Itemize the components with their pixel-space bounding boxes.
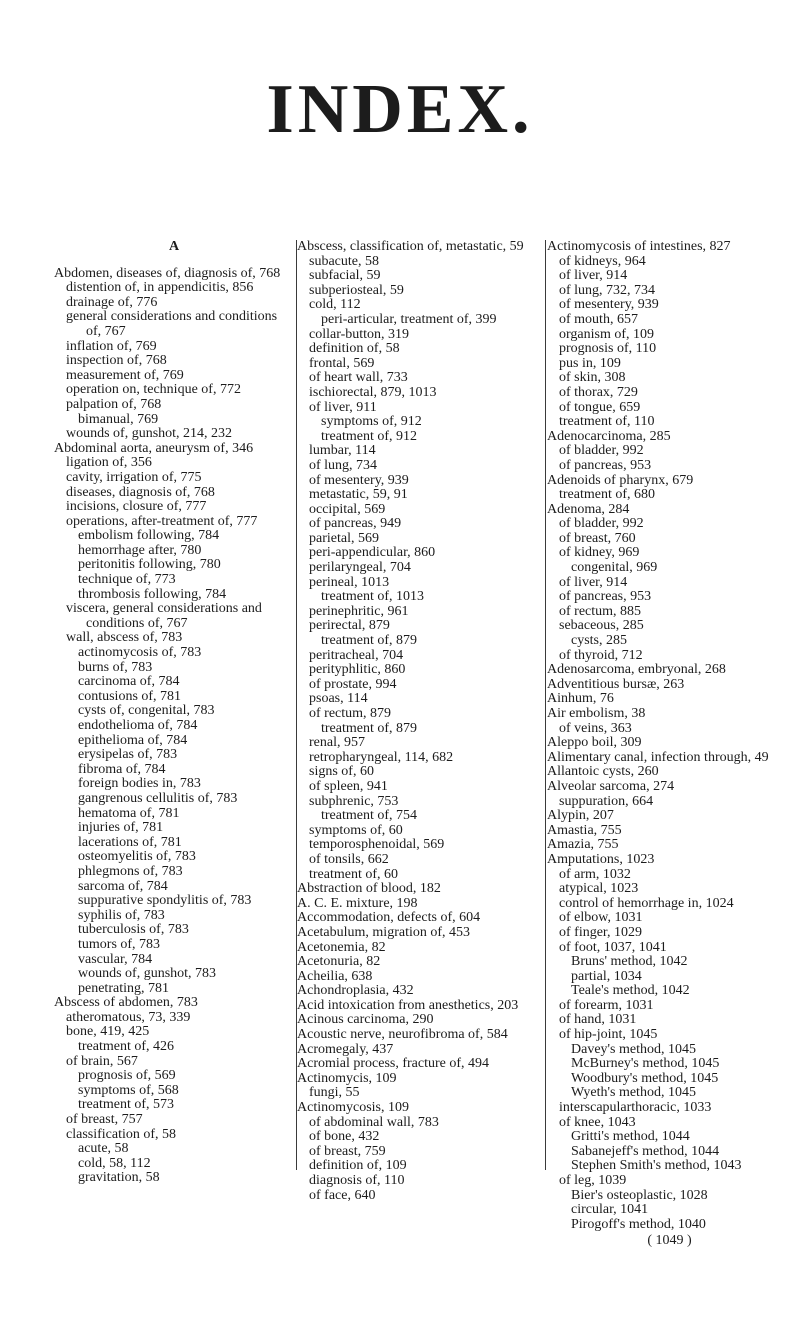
index-entry: of breast, 759: [309, 1143, 386, 1159]
index-entry: Gritti's method, 1044: [571, 1129, 690, 1145]
index-entry: of veins, 363: [559, 720, 632, 736]
index-entry: Amputations, 1023: [547, 851, 655, 867]
index-entry: of mesentery, 939: [559, 297, 659, 313]
index-entry: of pancreas, 953: [559, 589, 652, 605]
index-entry: of tongue, 659: [559, 399, 641, 415]
index-entry: Acetabulum, migration of, 453: [297, 924, 471, 940]
index-entry: treatment of, 1013: [321, 589, 425, 605]
index-entry: of kidney, 969: [559, 545, 640, 561]
index-entry: psoas, 114: [309, 691, 368, 707]
index-entry: Actinomycosis of intestines, 827: [547, 239, 731, 254]
index-entry: hematoma of, 781: [78, 805, 180, 821]
index-entry: Bruns' method, 1042: [571, 954, 688, 970]
index-entry: of bladder, 992: [559, 443, 644, 459]
index-entry: fibroma of, 784: [78, 761, 166, 777]
index-entry: of forearm, 1031: [559, 997, 654, 1013]
index-entry: of mouth, 657: [559, 311, 638, 327]
index-entry: measurement of, 769: [66, 367, 184, 383]
index-entry: McBurney's method, 1045: [571, 1056, 720, 1072]
index-entry: ligation of, 356: [66, 455, 152, 471]
index-entry: of bone, 432: [309, 1129, 380, 1145]
index-column-3: [547, 240, 792, 1249]
index-entry: technique of, 773: [78, 572, 176, 588]
index-entry: peritracheal, 704: [309, 647, 404, 663]
index-entry: perinephritic, 961: [309, 603, 409, 619]
index-entry: Pirogoff's method, 1040: [571, 1216, 706, 1232]
index-entry: of face, 640: [309, 1187, 376, 1203]
index-entry: Abstraction of blood, 182: [297, 881, 441, 897]
index-entry: penetrating, 781: [78, 980, 169, 996]
index-entry: diseases, diagnosis of, 768: [66, 484, 215, 500]
index-entry: Alimentary canal, infection through, 49: [547, 749, 769, 765]
index-entry: Abdomen, diseases of, diagnosis of, 768: [54, 265, 281, 281]
index-entry: of abdominal wall, 783: [309, 1114, 439, 1130]
index-entry: cavity, irrigation of, 775: [66, 469, 202, 485]
index-entry: inspection of, 768: [66, 353, 167, 369]
index-entry: treatment of, 110: [559, 414, 655, 430]
index-entry: hemorrhage after, 780: [78, 542, 202, 558]
index-entry: Acheilia, 638: [297, 968, 373, 984]
section-letter: A: [168, 239, 180, 254]
index-entry: sarcoma of, 784: [78, 878, 168, 894]
index-entry: symptoms of, 912: [321, 414, 422, 430]
index-entry: Acromial process, fracture of, 494: [297, 1056, 490, 1072]
index-entry: Teale's method, 1042: [571, 983, 690, 999]
index-entry: collar-button, 319: [309, 326, 410, 342]
index-entry: treatment of, 573: [78, 1097, 175, 1113]
index-entry: metastatic, 59, 91: [309, 487, 408, 503]
index-entry: of leg, 1039: [559, 1173, 627, 1188]
index-entry: operations, after-treatment of, 777: [66, 513, 258, 529]
index-column-2: [297, 240, 543, 1203]
index-entry: Adenoids of pharynx, 679: [547, 472, 694, 488]
index-entry: occipital, 569: [309, 501, 386, 517]
index-entry: of liver, 911: [309, 399, 377, 415]
index-entry: symptoms of, 568: [78, 1082, 179, 1098]
index-entry: general considerations and conditions of, 767: [66, 309, 278, 339]
index-entry: Abdominal aorta, aneurysm of, 346: [54, 440, 254, 456]
index-entry: Amastia, 755: [547, 822, 622, 838]
index-entry: Acromegaly, 437: [297, 1041, 394, 1057]
column-divider: [545, 240, 546, 1170]
index-entry: Aleppo boil, 309: [547, 735, 642, 751]
index-entry: of pancreas, 949: [309, 516, 402, 532]
index-entry: Accommodation, defects of, 604: [297, 910, 481, 926]
index-entry: diagnosis of, 110: [309, 1173, 405, 1188]
index-entry: ischiorectal, 879, 1013: [309, 384, 437, 400]
index-entry: wounds of, gunshot, 214, 232: [66, 426, 233, 442]
index-entry: incisions, closure of, 777: [66, 499, 207, 515]
index-entry: of foot, 1037, 1041: [559, 939, 667, 955]
index-entry: treatment of, 879: [321, 720, 418, 736]
index-entry: of thyroid, 712: [559, 647, 643, 663]
index-entry: definition of, 109: [309, 1158, 407, 1174]
index-entry: Ainhum, 76: [547, 691, 614, 707]
index-entry: symptoms of, 60: [309, 822, 403, 838]
index-entry: Adenosarcoma, embryonal, 268: [547, 662, 726, 678]
index-entry: burns of, 783: [78, 659, 153, 675]
index-entry: prognosis of, 569: [78, 1068, 176, 1084]
index-entry: atypical, 1023: [559, 881, 639, 897]
index-entry: Davey's method, 1045: [571, 1041, 697, 1057]
index-entry: vascular, 784: [78, 951, 153, 967]
index-entry: bimanual, 769: [78, 411, 159, 427]
index-entry: subperiosteal, 59: [309, 282, 404, 298]
index-entry: treatment of, 879: [321, 633, 418, 649]
index-entry: Acid intoxication from anesthetics, 203: [297, 997, 519, 1013]
index-entry: Woodbury's method, 1045: [571, 1070, 719, 1086]
index-entry: endothelioma of, 784: [78, 718, 198, 733]
index-entry: peritonitis following, 780: [78, 557, 221, 573]
index-entry: of hand, 1031: [559, 1012, 637, 1028]
index-entry: of hip-joint, 1045: [559, 1027, 658, 1043]
page-title: INDEX.: [266, 71, 534, 148]
index-entry: tumors of, 783: [78, 936, 161, 952]
index-entry: temporosphenoidal, 569: [309, 837, 445, 853]
index-entry: Wyeth's method, 1045: [571, 1085, 696, 1101]
index-entry: of rectum, 885: [559, 603, 642, 619]
index-entry: perirectal, 879: [309, 618, 390, 634]
page-number: ( 1049 ): [647, 1233, 692, 1249]
index-entry: lumbar, 114: [309, 443, 376, 459]
index-entry: signs of, 60: [309, 764, 374, 780]
index-entry: treatment of, 426: [78, 1039, 175, 1055]
index-entry: of liver, 914: [559, 574, 628, 590]
index-entry: viscera, general considerations and conditions of, 767: [66, 601, 262, 631]
index-entry: of arm, 1032: [559, 866, 631, 882]
index-entry: palpation of, 768: [66, 396, 162, 412]
index-entry: Abscess, classification of, metastatic, 59: [297, 239, 524, 254]
index-entry: gravitation, 58: [78, 1170, 160, 1186]
index-entry: of rectum, 879: [309, 706, 392, 721]
index-entry: renal, 957: [309, 735, 365, 751]
index-entry: perineal, 1013: [309, 574, 390, 590]
index-entry: treatment of, 60: [309, 866, 399, 882]
index-entry: Abscess of abdomen, 783: [54, 995, 198, 1011]
index-entry: Achondroplasia, 432: [297, 983, 414, 999]
index-entry: treatment of, 754: [321, 808, 418, 824]
index-entry: fungi, 55: [309, 1085, 360, 1101]
index-entry: lacerations of, 781: [78, 834, 182, 850]
index-entry: Amazia, 755: [547, 837, 619, 853]
index-entry: Acetonemia, 82: [297, 939, 386, 955]
index-entry: perityphlitic, 860: [309, 662, 406, 678]
index-entry: injuries of, 781: [78, 820, 164, 836]
index-entry: atheromatous, 73, 339: [66, 1009, 191, 1025]
index-entry: bone, 419, 425: [66, 1024, 150, 1040]
index-entry: treatment of, 680: [559, 487, 656, 503]
index-entry: congenital, 969: [571, 560, 658, 576]
index-entry: peri-appendicular, 860: [309, 545, 436, 561]
index-entry: subphrenic, 753: [309, 793, 399, 809]
index-entry: syphilis of, 783: [78, 907, 165, 923]
index-entry: A. C. E. mixture, 198: [297, 895, 418, 911]
index-entry: thrombosis following, 784: [78, 586, 227, 602]
index-entry: of liver, 914: [559, 268, 628, 284]
index-entry: frontal, 569: [309, 355, 375, 371]
index-entry: organism of, 109: [559, 326, 655, 342]
index-entry: Alypin, 207: [547, 808, 614, 824]
index-entry: actinomycosis of, 783: [78, 645, 202, 661]
index-entry: cold, 112: [309, 297, 361, 313]
index-entry: classification of, 58: [66, 1126, 177, 1142]
index-entry: Actinomycis, 109: [297, 1070, 397, 1086]
index-entry: embolism following, 784: [78, 528, 220, 544]
index-entry: partial, 1034: [571, 968, 642, 984]
index-entry: erysipelas of, 783: [78, 747, 178, 763]
index-entry: epithelioma of, 784: [78, 732, 188, 748]
index-entry: of kidneys, 964: [559, 253, 646, 269]
index-entry: acute, 58: [78, 1141, 129, 1157]
index-entry: of mesentery, 939: [309, 472, 409, 488]
index-entry: of prostate, 994: [309, 676, 397, 692]
index-entry: of elbow, 1031: [559, 910, 643, 926]
index-entry: sebaceous, 285: [559, 618, 644, 634]
index-entry: of knee, 1043: [559, 1114, 636, 1130]
index-entry: of lung, 734: [309, 457, 378, 473]
index-entry: of thorax, 729: [559, 384, 638, 400]
index-entry: of heart wall, 733: [309, 370, 408, 386]
index-entry: perilaryngeal, 704: [309, 560, 411, 576]
index-entry: operation on, technique of, 772: [66, 382, 241, 398]
index-entry: wounds of, gunshot, 783: [78, 966, 217, 982]
index-entry: gangrenous cellulitis of, 783: [78, 790, 238, 806]
index-entry: distention of, in appendicitis, 856: [66, 280, 254, 296]
index-entry: Actinomycosis, 109: [297, 1100, 409, 1116]
index-entry: of finger, 1029: [559, 924, 643, 940]
index-entry: pus in, 109: [559, 355, 621, 371]
index-entry: Allantoic cysts, 260: [547, 764, 659, 780]
index-entry: osteomyelitis of, 783: [78, 849, 196, 865]
index-entry: subacute, 58: [309, 253, 379, 269]
index-entry: suppuration, 664: [559, 793, 654, 809]
index-entry: Air embolism, 38: [547, 706, 646, 721]
index-entry: of breast, 760: [559, 530, 636, 546]
index-entry: suppurative spondylitis of, 783: [78, 893, 252, 909]
index-entry: phlegmons of, 783: [78, 863, 183, 879]
index-entry: of brain, 567: [66, 1053, 138, 1069]
index-entry: peri-articular, treatment of, 399: [321, 311, 497, 327]
index-entry: Acinous carcinoma, 290: [297, 1012, 434, 1028]
index-entry: treatment of, 912: [321, 428, 418, 444]
index-entry: carcinoma of, 784: [78, 674, 180, 690]
index-entry: of spleen, 941: [309, 778, 388, 794]
index-entry: parietal, 569: [309, 530, 379, 546]
index-entry: circular, 1041: [571, 1202, 649, 1218]
index-entry: contusions of, 781: [78, 688, 182, 704]
index-entry: Adenocarcinoma, 285: [547, 428, 671, 444]
index-entry: Alveolar sarcoma, 274: [547, 778, 675, 794]
index-column-1: [54, 240, 294, 1186]
index-entry: of tonsils, 662: [309, 851, 389, 867]
index-entry: of bladder, 992: [559, 516, 644, 532]
index-entry: subfacial, 59: [309, 268, 381, 284]
index-entry: interscapularthoracic, 1033: [559, 1100, 712, 1116]
index-entry: retropharyngeal, 114, 682: [309, 749, 454, 765]
index-entry: Adventitious bursæ, 263: [547, 676, 685, 692]
index-entry: of lung, 732, 734: [559, 282, 656, 298]
index-entry: Adenoma, 284: [547, 501, 630, 517]
index-entry: cold, 58, 112: [78, 1155, 151, 1171]
index-entry: of pancreas, 953: [559, 457, 652, 473]
index-entry: control of hemorrhage in, 1024: [559, 895, 734, 911]
index-entry: cysts of, congenital, 783: [78, 703, 215, 719]
index-entry: Acetonuria, 82: [297, 954, 381, 970]
index-entry: inflation of, 769: [66, 338, 157, 354]
index-entry: of skin, 308: [559, 370, 626, 386]
index-entry: Stephen Smith's method, 1043: [571, 1158, 742, 1174]
index-entry: wall, abscess of, 783: [66, 630, 183, 646]
index-entry: Sabanejeff's method, 1044: [571, 1143, 720, 1159]
index-entry: tuberculosis of, 783: [78, 922, 189, 938]
index-entry: definition of, 58: [309, 341, 400, 357]
index-entry: of breast, 757: [66, 1112, 143, 1128]
index-entry: drainage of, 776: [66, 294, 158, 310]
index-entry: Acoustic nerve, neurofibroma of, 584: [297, 1027, 508, 1043]
index-entry: prognosis of, 110: [559, 341, 657, 357]
index-entry: foreign bodies in, 783: [78, 776, 201, 792]
index-entry: Bier's osteoplastic, 1028: [571, 1187, 708, 1203]
index-entry: cysts, 285: [571, 633, 627, 649]
